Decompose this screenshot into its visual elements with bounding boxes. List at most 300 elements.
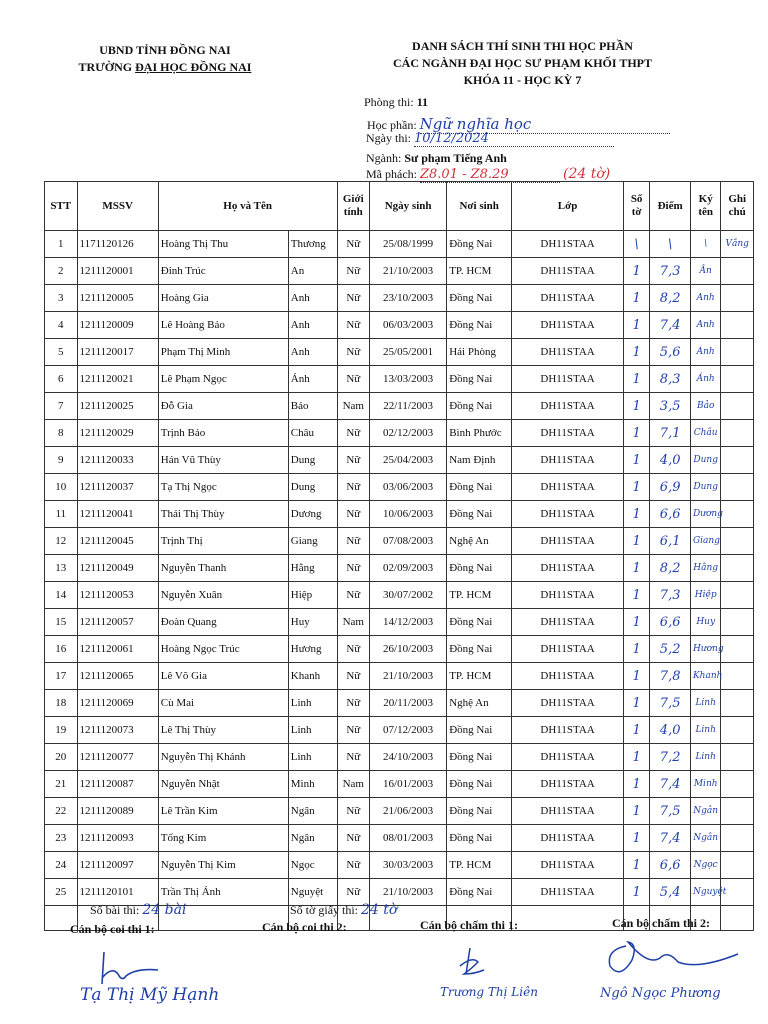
grader-1-name: Trương Thị Liên	[440, 985, 538, 999]
row-stt: 21	[45, 771, 78, 798]
proctor-2-label: Cán bộ coi thi 2:	[262, 920, 347, 934]
row-last-name: Lê Hoàng Bảo	[158, 312, 288, 339]
row-mssv: 1211120001	[77, 258, 158, 285]
row-score: 7,2	[650, 744, 691, 771]
row-pob: Đồng Nai	[447, 474, 512, 501]
row-sheets: \	[623, 231, 649, 258]
row-score: 5,6	[650, 339, 691, 366]
row-last-name: Tống Kim	[158, 825, 288, 852]
row-stt: 3	[45, 285, 78, 312]
row-last-name: Đinh Trúc	[158, 258, 288, 285]
row-sheets: 1	[623, 285, 649, 312]
organization-block	[40, 42, 290, 76]
table-row	[45, 312, 754, 339]
table-row	[45, 528, 754, 555]
row-gender: Nữ	[337, 501, 370, 528]
grader-1-signature	[452, 944, 492, 980]
row-score: 7,1	[650, 420, 691, 447]
row-pob: TP. HCM	[447, 258, 512, 285]
row-mssv: 1211120087	[77, 771, 158, 798]
proctor-1-name: Tạ Thị Mỹ Hạnh	[80, 985, 220, 1005]
row-first-name: Dung	[288, 447, 337, 474]
row-stt: 6	[45, 366, 78, 393]
row-dob: 21/06/2003	[370, 798, 447, 825]
row-gender: Nam	[337, 609, 370, 636]
table-header-row	[45, 182, 754, 231]
row-note	[721, 690, 754, 717]
row-sheets: 1	[623, 555, 649, 582]
row-class: DH11STAA	[512, 447, 624, 474]
row-pob: Bình Phước	[447, 420, 512, 447]
row-note	[721, 663, 754, 690]
row-last-name: Nguyễn Thị Kim	[158, 852, 288, 879]
major-label: Ngành:	[366, 151, 402, 165]
row-gender: Nam	[337, 771, 370, 798]
header-note: Ghi chú	[721, 182, 754, 231]
table-row	[45, 636, 754, 663]
row-signature: Linh	[690, 690, 720, 717]
table-row	[45, 474, 754, 501]
row-first-name: Giang	[288, 528, 337, 555]
row-last-name: Hoàng Thị Thu	[158, 231, 288, 258]
title-line-2: CÁC NGÀNH ĐẠI HỌC SƯ PHẠM KHỐI THPT	[392, 56, 652, 70]
row-class: DH11STAA	[512, 555, 624, 582]
row-dob: 14/12/2003	[370, 609, 447, 636]
row-last-name: Trịnh Bảo	[158, 420, 288, 447]
row-note	[721, 339, 754, 366]
row-dob: 24/10/2003	[370, 744, 447, 771]
row-stt: 25	[45, 879, 78, 906]
table-row	[45, 825, 754, 852]
row-dob: 20/11/2003	[370, 690, 447, 717]
row-first-name: Hiệp	[288, 582, 337, 609]
code-value: Z8.01 - Z8.29	[420, 167, 560, 183]
row-class: DH11STAA	[512, 663, 624, 690]
row-pob: Đồng Nai	[447, 798, 512, 825]
candidate-table	[44, 181, 754, 931]
row-first-name: Hương	[288, 636, 337, 663]
row-dob: 07/08/2003	[370, 528, 447, 555]
table-row	[45, 771, 754, 798]
row-gender: Nữ	[337, 474, 370, 501]
row-last-name: Lê Phạm Ngọc	[158, 366, 288, 393]
row-first-name: Dung	[288, 474, 337, 501]
row-mssv: 1211120073	[77, 717, 158, 744]
row-mssv: 1211120065	[77, 663, 158, 690]
row-signature: Anh	[690, 285, 720, 312]
row-note	[721, 501, 754, 528]
row-gender: Nữ	[337, 717, 370, 744]
row-class: DH11STAA	[512, 879, 624, 906]
row-first-name: Anh	[288, 312, 337, 339]
row-note	[721, 771, 754, 798]
proctor-1-label: Cán bộ coi thi 1:	[70, 922, 155, 936]
row-last-name: Nguyễn Thanh	[158, 555, 288, 582]
row-score: 8,2	[650, 285, 691, 312]
row-mssv: 1211120049	[77, 555, 158, 582]
course-value: Ngữ nghĩa học	[420, 115, 670, 134]
row-score: 7,3	[650, 582, 691, 609]
row-note	[721, 474, 754, 501]
row-first-name: Linh	[288, 717, 337, 744]
row-mssv: 1211120009	[77, 312, 158, 339]
table-row	[45, 231, 754, 258]
row-score: 6,1	[650, 528, 691, 555]
row-signature: Ngọc	[690, 852, 720, 879]
row-stt: 9	[45, 447, 78, 474]
row-mssv: 1211120061	[77, 636, 158, 663]
row-signature: \	[690, 231, 720, 258]
row-sheets: 1	[623, 474, 649, 501]
papers-label: Số bài thi:	[90, 903, 140, 917]
row-sheets: 1	[623, 258, 649, 285]
row-score: 8,3	[650, 366, 691, 393]
row-stt: 18	[45, 690, 78, 717]
row-gender: Nam	[337, 393, 370, 420]
row-dob: 02/12/2003	[370, 420, 447, 447]
row-stt: 10	[45, 474, 78, 501]
row-class: DH11STAA	[512, 798, 624, 825]
row-dob: 21/10/2003	[370, 258, 447, 285]
row-signature: Linh	[690, 717, 720, 744]
header-name: Họ và Tên	[158, 182, 337, 231]
row-stt: 2	[45, 258, 78, 285]
row-pob: Đồng Nai	[447, 555, 512, 582]
row-sheets: 1	[623, 420, 649, 447]
row-signature: Giang	[690, 528, 720, 555]
title-line-1: DANH SÁCH THÍ SINH THI HỌC PHẦN	[412, 39, 633, 53]
date-label: Ngày thi:	[366, 131, 411, 145]
row-stt: 22	[45, 798, 78, 825]
row-stt: 14	[45, 582, 78, 609]
table-row	[45, 798, 754, 825]
row-signature: Anh	[690, 312, 720, 339]
table-row	[45, 285, 754, 312]
row-pob: Đồng Nai	[447, 636, 512, 663]
row-last-name: Trần Thị Ánh	[158, 879, 288, 906]
room-value: 11	[416, 95, 429, 109]
row-signature: Huy	[690, 609, 720, 636]
row-gender: Nữ	[337, 879, 370, 906]
row-pob: Đồng Nai	[447, 393, 512, 420]
row-last-name: Nguyễn Xuân	[158, 582, 288, 609]
row-mssv: 1211120005	[77, 285, 158, 312]
row-class: DH11STAA	[512, 393, 624, 420]
table-row	[45, 690, 754, 717]
row-mssv: 1211120101	[77, 879, 158, 906]
row-gender: Nữ	[337, 366, 370, 393]
row-signature: Dương	[690, 501, 720, 528]
row-score: 6,6	[650, 501, 691, 528]
sheets-count	[290, 902, 397, 918]
row-score: 7,5	[650, 690, 691, 717]
row-score: 7,3	[650, 258, 691, 285]
row-note	[721, 366, 754, 393]
row-signature: Linh	[690, 744, 720, 771]
row-class: DH11STAA	[512, 258, 624, 285]
row-gender: Nữ	[337, 663, 370, 690]
row-last-name: Trịnh Thị	[158, 528, 288, 555]
row-note	[721, 852, 754, 879]
row-score: 7,4	[650, 771, 691, 798]
row-signature: Anh	[690, 339, 720, 366]
row-mssv: 1211120045	[77, 528, 158, 555]
row-sheets: 1	[623, 447, 649, 474]
table-row	[45, 258, 754, 285]
row-mssv: 1211120029	[77, 420, 158, 447]
row-stt: 20	[45, 744, 78, 771]
date-line	[366, 131, 614, 147]
row-stt: 16	[45, 636, 78, 663]
row-score: 7,5	[650, 798, 691, 825]
row-class: DH11STAA	[512, 636, 624, 663]
row-mssv: 1171120126	[77, 231, 158, 258]
row-first-name: Ngọc	[288, 852, 337, 879]
row-pob: Đồng Nai	[447, 825, 512, 852]
row-class: DH11STAA	[512, 312, 624, 339]
row-signature: Ánh	[690, 366, 720, 393]
row-last-name: Cù Mai	[158, 690, 288, 717]
row-stt: 19	[45, 717, 78, 744]
row-gender: Nữ	[337, 339, 370, 366]
row-dob: 02/09/2003	[370, 555, 447, 582]
row-dob: 08/01/2003	[370, 825, 447, 852]
row-pob: Đồng Nai	[447, 366, 512, 393]
row-first-name: An	[288, 258, 337, 285]
row-last-name: Nguyễn Nhật	[158, 771, 288, 798]
row-signature: Hiệp	[690, 582, 720, 609]
course-label: Học phần:	[367, 118, 417, 132]
row-mssv: 1211120089	[77, 798, 158, 825]
row-dob: 10/06/2003	[370, 501, 447, 528]
row-signature: Ân	[690, 258, 720, 285]
row-note	[721, 717, 754, 744]
row-score: 7,4	[650, 825, 691, 852]
row-signature: Bảo	[690, 393, 720, 420]
header-sign: Ký tên	[690, 182, 720, 231]
row-signature: Ngân	[690, 798, 720, 825]
row-note	[721, 285, 754, 312]
row-first-name: Khanh	[288, 663, 337, 690]
row-sheets: 1	[623, 582, 649, 609]
row-dob: 25/08/1999	[370, 231, 447, 258]
row-last-name: Tạ Thị Ngọc	[158, 474, 288, 501]
row-dob: 26/10/2003	[370, 636, 447, 663]
row-pob: Đồng Nai	[447, 879, 512, 906]
code-label: Mã phách:	[366, 167, 417, 181]
row-stt: 12	[45, 528, 78, 555]
room-label: Phòng thi:	[364, 95, 414, 109]
row-last-name: Lê Thị Thùy	[158, 717, 288, 744]
grader-2-signature	[598, 936, 748, 984]
row-sheets: 1	[623, 366, 649, 393]
row-score: 6,6	[650, 852, 691, 879]
row-pob: Nghệ An	[447, 528, 512, 555]
header-dob: Ngày sinh	[370, 182, 447, 231]
row-signature: Nguyệt	[690, 879, 720, 906]
row-stt: 4	[45, 312, 78, 339]
row-stt: 15	[45, 609, 78, 636]
row-sheets: 1	[623, 717, 649, 744]
row-first-name: Thương	[288, 231, 337, 258]
date-value: 10/12/2024	[414, 131, 614, 147]
row-dob: 22/11/2003	[370, 393, 447, 420]
row-score: 7,8	[650, 663, 691, 690]
row-pob: Đồng Nai	[447, 501, 512, 528]
row-dob: 16/01/2003	[370, 771, 447, 798]
row-first-name: Dương	[288, 501, 337, 528]
header-class: Lớp	[512, 182, 624, 231]
row-note	[721, 420, 754, 447]
row-class: DH11STAA	[512, 339, 624, 366]
row-note	[721, 393, 754, 420]
papers-value: 24 bài	[142, 902, 187, 918]
major-line	[366, 151, 507, 166]
row-first-name: Ánh	[288, 366, 337, 393]
row-gender: Nữ	[337, 258, 370, 285]
row-pob: TP. HCM	[447, 852, 512, 879]
row-mssv: 1211120017	[77, 339, 158, 366]
row-gender: Nữ	[337, 312, 370, 339]
row-last-name: Hoàng Gia	[158, 285, 288, 312]
row-pob: Đồng Nai	[447, 312, 512, 339]
table-row	[45, 447, 754, 474]
row-mssv: 1211120053	[77, 582, 158, 609]
row-gender: Nữ	[337, 690, 370, 717]
row-note	[721, 609, 754, 636]
row-note	[721, 258, 754, 285]
row-stt: 13	[45, 555, 78, 582]
table-row	[45, 366, 754, 393]
row-first-name: Minh	[288, 771, 337, 798]
table-row	[45, 339, 754, 366]
row-stt: 8	[45, 420, 78, 447]
row-pob: Đồng Nai	[447, 717, 512, 744]
row-signature: Hằng	[690, 555, 720, 582]
row-score: 4,0	[650, 717, 691, 744]
table-row	[45, 501, 754, 528]
row-dob: 03/06/2003	[370, 474, 447, 501]
document-title	[350, 38, 695, 89]
row-pob: Đồng Nai	[447, 744, 512, 771]
row-mssv: 1211120069	[77, 690, 158, 717]
row-gender: Nữ	[337, 285, 370, 312]
sheets-value: 24 tờ	[361, 902, 398, 918]
row-gender: Nữ	[337, 852, 370, 879]
row-sheets: 1	[623, 879, 649, 906]
row-mssv: 1211120077	[77, 744, 158, 771]
row-last-name: Hán Vũ Thùy	[158, 447, 288, 474]
row-last-name: Lê Trần Kim	[158, 798, 288, 825]
header-sheets: Số tờ	[623, 182, 649, 231]
row-dob: 23/10/2003	[370, 285, 447, 312]
table-row	[45, 582, 754, 609]
row-gender: Nữ	[337, 825, 370, 852]
row-class: DH11STAA	[512, 528, 624, 555]
row-note: Vắng	[721, 231, 754, 258]
row-sheets: 1	[623, 312, 649, 339]
row-first-name: Huy	[288, 609, 337, 636]
row-note	[721, 555, 754, 582]
row-sheets: 1	[623, 636, 649, 663]
row-pob: TP. HCM	[447, 582, 512, 609]
org-university-name: ĐẠI HỌC ĐỒNG NAI	[135, 60, 252, 74]
row-gender: Nữ	[337, 582, 370, 609]
row-score: 8,2	[650, 555, 691, 582]
row-score: 4,0	[650, 447, 691, 474]
row-score: \	[650, 231, 691, 258]
row-mssv: 1211120041	[77, 501, 158, 528]
row-pob: Đồng Nai	[447, 231, 512, 258]
row-pob: Hải Phòng	[447, 339, 512, 366]
row-score: 6,9	[650, 474, 691, 501]
row-last-name: Nguyễn Thị Khánh	[158, 744, 288, 771]
row-stt: 1	[45, 231, 78, 258]
row-note	[721, 798, 754, 825]
table-row	[45, 852, 754, 879]
row-dob: 21/10/2003	[370, 663, 447, 690]
row-sheets: 1	[623, 609, 649, 636]
row-mssv: 1211120093	[77, 825, 158, 852]
row-pob: Nghệ An	[447, 690, 512, 717]
table-row	[45, 555, 754, 582]
papers-count	[90, 902, 186, 918]
row-mssv: 1211120025	[77, 393, 158, 420]
row-pob: Đồng Nai	[447, 609, 512, 636]
row-stt: 11	[45, 501, 78, 528]
grader-2-name: Ngô Ngọc Phương	[600, 986, 721, 1001]
row-gender: Nữ	[337, 798, 370, 825]
table-row	[45, 420, 754, 447]
table-row	[45, 609, 754, 636]
row-first-name: Linh	[288, 690, 337, 717]
row-pob: Nam Định	[447, 447, 512, 474]
row-note	[721, 636, 754, 663]
org-province: UBND TỈNH ĐỒNG NAI	[99, 43, 231, 57]
code-note: (24 tờ)	[562, 166, 611, 182]
row-first-name: Châu	[288, 420, 337, 447]
row-gender: Nữ	[337, 447, 370, 474]
row-mssv: 1211120097	[77, 852, 158, 879]
row-pob: Đồng Nai	[447, 771, 512, 798]
row-first-name: Hằng	[288, 555, 337, 582]
row-gender: Nữ	[337, 744, 370, 771]
table-row	[45, 744, 754, 771]
row-score: 5,4	[650, 879, 691, 906]
row-score: 7,4	[650, 312, 691, 339]
row-signature: Khanh	[690, 663, 720, 690]
row-class: DH11STAA	[512, 825, 624, 852]
title-line-3: KHÓA 11 - HỌC KỲ 7	[463, 73, 582, 87]
row-stt: 5	[45, 339, 78, 366]
header-gender: Giới tính	[337, 182, 370, 231]
row-class: DH11STAA	[512, 744, 624, 771]
row-pob: Đồng Nai	[447, 285, 512, 312]
row-gender: Nữ	[337, 420, 370, 447]
row-note	[721, 744, 754, 771]
row-stt: 23	[45, 825, 78, 852]
row-signature: Hương	[690, 636, 720, 663]
row-score: 5,2	[650, 636, 691, 663]
row-note	[721, 528, 754, 555]
row-sheets: 1	[623, 501, 649, 528]
row-class: DH11STAA	[512, 420, 624, 447]
row-first-name: Anh	[288, 285, 337, 312]
row-dob: 13/03/2003	[370, 366, 447, 393]
table-row	[45, 393, 754, 420]
row-gender: Nữ	[337, 555, 370, 582]
row-dob: 30/07/2002	[370, 582, 447, 609]
